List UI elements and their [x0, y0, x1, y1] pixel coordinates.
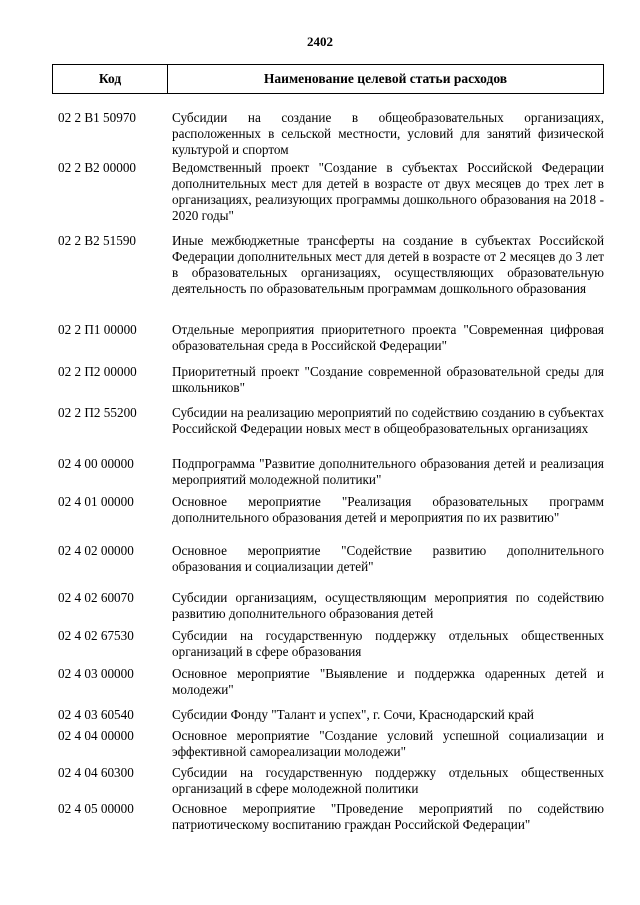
row-description: Основное мероприятие "Содействие развитию дополнительного образования и социализации детей" — [172, 543, 604, 574]
row-description: Приоритетный проект "Создание современной образовательной среды для школьников" — [172, 364, 604, 395]
row-description: Основное мероприятие "Выявление и поддержка одаренных детей и молодежи" — [172, 666, 604, 697]
row-code: 02 4 04 60300 — [58, 765, 134, 780]
row-code: 02 4 04 00000 — [58, 728, 134, 743]
table-row — [58, 628, 604, 660]
row-description: Иные межбюджетные трансферты на создание в субъектах Российской Федерации дополнительных мест для детей в возрасте от 2 месяцев до 3 лет в образовательных организациях, осуществляющих образовательную деятельность по образовательным программам дошкольного образования — [172, 233, 604, 296]
table-row — [58, 728, 604, 760]
page-number: 2402 — [307, 34, 333, 49]
row-code: 02 4 02 67530 — [58, 628, 134, 643]
column-header-name: Наименование целевой статьи расходов — [263, 71, 508, 86]
row-description: Субсидии организациям, осуществляющим мероприятия по содействию развитию дополнительного образования детей — [172, 590, 604, 621]
table-row — [58, 110, 604, 158]
row-code: 02 4 01 00000 — [58, 494, 134, 509]
row-description: Субсидии на создание в общеобразовательных организациях, расположенных в сельской местности, условий для занятий физической культурой и спортом — [172, 110, 604, 157]
table-row — [58, 666, 604, 698]
row-code: 02 4 03 60540 — [58, 707, 134, 722]
row-code: 02 2 В2 00000 — [58, 160, 137, 175]
row-code: 02 2 П2 55200 — [58, 405, 137, 420]
column-header-code: Код — [53, 65, 168, 93]
table-header — [52, 64, 604, 94]
row-description: Субсидии Фонду "Талант и успех", г. Сочи, Краснодарский край — [172, 707, 534, 722]
table-row — [58, 160, 604, 224]
row-description: Субсидии на государственную поддержку отдельных общественных организаций в сфере молодежной политики — [172, 765, 604, 796]
row-code: 02 4 05 00000 — [58, 801, 134, 816]
table-row — [58, 801, 604, 833]
row-code: 02 2 П2 00000 — [58, 364, 137, 379]
row-code: 02 2 П1 00000 — [58, 322, 137, 337]
table-row — [58, 765, 604, 797]
row-code: 02 2 В1 50970 — [58, 110, 137, 125]
table-row — [58, 322, 604, 354]
table-row — [58, 405, 604, 437]
table-row — [58, 707, 604, 723]
row-code: 02 4 03 00000 — [58, 666, 134, 681]
row-description: Основное мероприятие "Создание условий успешной социализации и эффективной самореализации молодежи" — [172, 728, 604, 759]
row-description: Отдельные мероприятия приоритетного проекта "Современная цифровая образовательная среда в Российской Федерации" — [172, 322, 604, 353]
row-code: 02 4 02 60070 — [58, 590, 134, 605]
table-row — [58, 233, 604, 297]
row-code: 02 4 00 00000 — [58, 456, 134, 471]
row-description: Основное мероприятие "Реализация образовательных программ дополнительного образования детей и мероприятия по их развитию" — [172, 494, 604, 525]
table-row — [58, 590, 604, 622]
row-code: 02 4 02 00000 — [58, 543, 134, 558]
row-description: Субсидии на реализацию мероприятий по содействию созданию в субъектах Российской Федерации новых мест в общеобразовательных организациях — [172, 405, 604, 436]
table-row — [58, 364, 604, 396]
row-description: Основное мероприятие "Проведение мероприятий по содействию патриотическому воспитанию граждан Российской Федерации" — [172, 801, 604, 832]
row-code: 02 2 В2 51590 — [58, 233, 137, 248]
table-row — [58, 543, 604, 575]
table-row — [58, 456, 604, 488]
table-row — [58, 494, 604, 526]
row-description: Подпрограмма "Развитие дополнительного образования детей и реализация мероприятий молодежной политики" — [172, 456, 604, 487]
row-description: Субсидии на государственную поддержку отдельных общественных организаций в сфере образования — [172, 628, 604, 659]
row-description: Ведомственный проект "Создание в субъектах Российской Федерации дополнительных мест для детей в возрасте от двух месяцев до трех лет в организациях, реализующих программы дошкольного образования на 2018 - 2020 годы" — [172, 160, 604, 223]
